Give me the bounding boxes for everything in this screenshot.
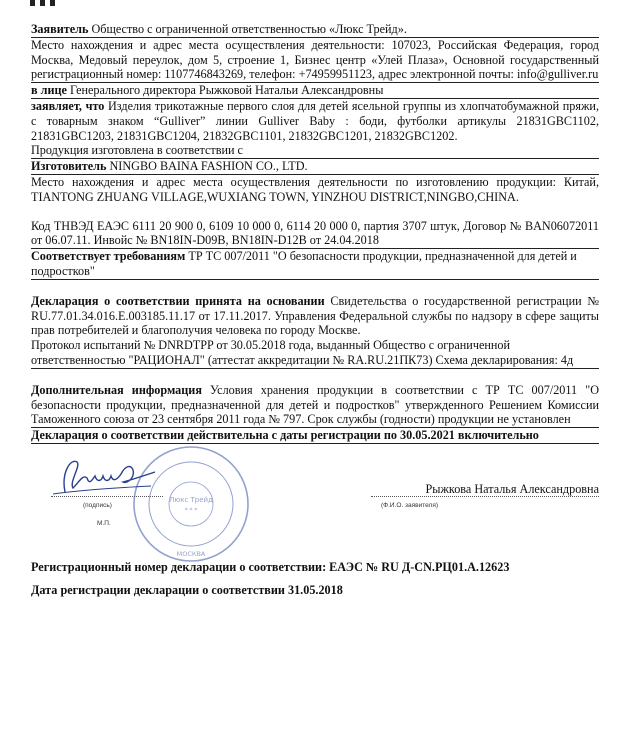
signature-line	[51, 496, 163, 497]
basis-section	[31, 294, 599, 338]
complies-label: Соответствует требованиям	[31, 249, 186, 264]
handwritten-signature	[51, 452, 161, 498]
svg-text:МОСКВА: МОСКВА	[176, 549, 206, 558]
complies-text: ТР ТС 007/2011 "О безопасности продукции, предназначенной для детей и подростков"	[31, 249, 577, 278]
basis-label: Декларация о соответствии принята на основании	[31, 293, 325, 308]
name-caption: (Ф.И.О. заявителя)	[381, 501, 439, 509]
applicant-address: Место нахождения и адрес места осуществления деятельности: 107023, Российская Федерация, город Москва, Медовый переулок, дом 5, строение 1, Бизнес центр «Улей Плаза», Основной государственный регистрационный номер: 1107746843269, телефон: +74959951123, адрес электронной почты: info@gulliver.ru	[31, 37, 599, 82]
applicant-section	[31, 22, 599, 38]
manufacturer-address: Место нахождения и адрес места осуществления деятельности по изготовлению продукции: Китай, TIANTONG ZHUANG VILLAGE,WUXIANG TOWN, YINZHOU DISTRICT,NINGBO,CHINA.	[31, 174, 599, 204]
signature-area	[31, 444, 599, 556]
validity-text: Декларация о соответствии действительна с даты регистрации по 30.05.2021 включительно	[31, 428, 599, 444]
top-edge-marks	[30, 0, 56, 6]
seal-caption: М.П.	[97, 519, 111, 527]
declares-label: заявляет, что	[31, 98, 105, 113]
manufacturer-section	[31, 159, 599, 175]
representative-section	[31, 83, 599, 99]
complies-section	[31, 249, 599, 280]
declaration-document	[31, 22, 599, 598]
svg-text:* * *: * * *	[184, 506, 198, 514]
applicant-name: Общество с ограниченной ответственностью «Люкс Трейд».	[88, 22, 407, 36]
declares-text: Изделия трикотажные первого слоя для детей ясельной группы из хлопчатобумажной пряжи, с товарным знаком “Gulliver” линии Gulliver Baby : боди, футболки артикулы 21831GBC1102, 21831GBC1203, 21831GBC1204, 21832GBC1101, 21832GBC1201, 21832GBC1202.	[31, 98, 599, 143]
representative-text: Генерального директора Рыжковой Натальи Александровны	[66, 83, 384, 98]
registration-number: Регистрационный номер декларации о соответствии: ЕАЭС № RU Д-CN.РЦ01.А.12623	[31, 559, 510, 574]
signer-name: Рыжкова Наталья Александровна	[425, 481, 599, 496]
representative-label: в лице	[31, 83, 67, 98]
codes-text: Код ТНВЭД ЕАЭС 6111 20 900 0, 6109 10 000 0, 6114 20 000 0, партия 3707 штук, Договор № BAN06072011 от 06.07.11. Инвойс № BN18IN-D09B, BN18IN-D12B от 24.04.2018	[31, 218, 599, 248]
declares-section	[31, 99, 599, 143]
additional-section	[31, 383, 599, 428]
stamp-text: Люкс Трейд	[169, 495, 213, 504]
name-line	[371, 496, 599, 497]
manufacturer-name: NINGBO BAINA FASHION CO., LTD.	[106, 159, 308, 174]
additional-label: Дополнительная информация	[31, 382, 202, 397]
protocol-text: Протокол испытаний № DNRDTPP от 30.05.2018 года, выданный Общество с ограниченной ответственностью "РАЦИОНАЛ" (аттестат аккредитации № RA.RU.21ПК73) Схема декларирования: 4д	[31, 338, 599, 369]
registration-date: Дата регистрации декларации о соответствии 31.05.2018	[31, 582, 343, 597]
batch-text: Продукция изготовлена в соответствии с	[31, 143, 599, 159]
additional-text: Условия хранения продукции в соответствии с ТР ТС 007/2011 "О безопасности продукции, предназначенной для детей и подростков" утвержденного Решением Комиссии Таможенного союза от 23 сентября 2011 года № 797. Срок службы (годности) продукции не установлен	[31, 382, 599, 427]
signature-caption: (подпись)	[83, 501, 112, 509]
manufacturer-label: Изготовитель	[31, 159, 107, 174]
basis-text: Свидетельства о государственной регистрации № RU.77.01.34.016.Е.003185.11.17 от 17.11.2017. Управления Федеральной службы по надзору в сфере защиты прав потребителей и благополучия человека по городу Москве.	[31, 293, 599, 338]
applicant-label: Заявитель	[31, 22, 89, 36]
